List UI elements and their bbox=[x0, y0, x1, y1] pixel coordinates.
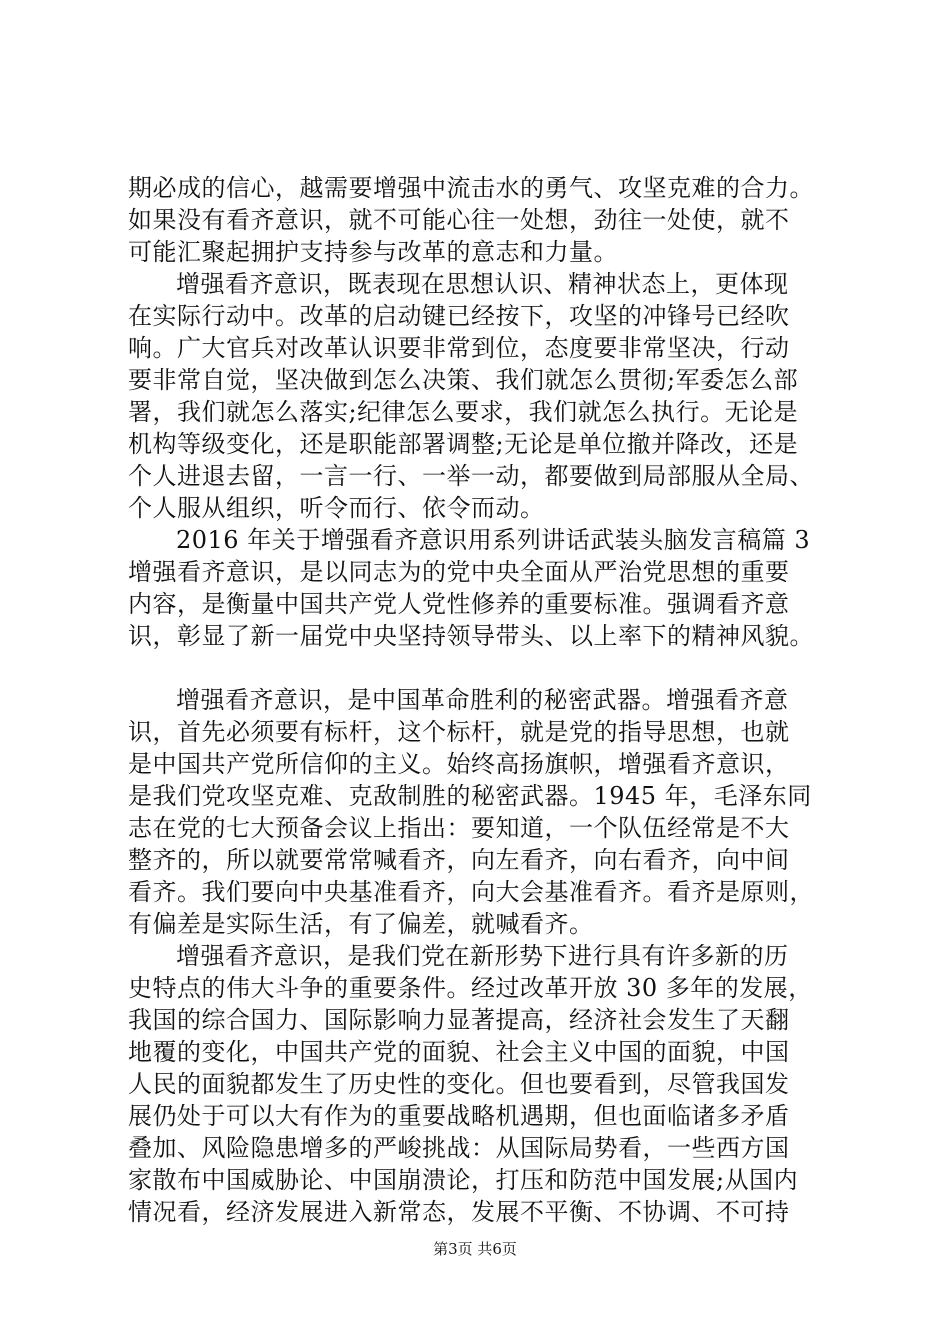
text-line: 可能汇聚起拥护支持参与改革的意志和力量。 bbox=[128, 238, 618, 266]
body-text bbox=[128, 172, 853, 1228]
text-line: 叠加、风险隐患增多的严峻挑战：从国际局势看，一些西方国 bbox=[128, 1134, 790, 1162]
text-line: 2016 年关于增强看齐意识用系列讲话武装头脑发言稿篇 3 bbox=[176, 526, 811, 554]
text-line: 情况看，经济发展进入新常态，发展不平衡、不协调、不可持 bbox=[128, 1198, 790, 1226]
text-line: 整齐的，所以就要常常喊看齐，向左看齐，向右看齐，向中间 bbox=[128, 846, 790, 874]
text-line: 增强看齐意识，是我们党在新形势下进行具有许多新的历 bbox=[176, 942, 789, 970]
text-line: 如果没有看齐意识，就不可能心往一处想，劲往一处使，就不 bbox=[128, 206, 790, 234]
text-line: 增强看齐意识，是以同志为的党中央全面从严治党思想的重要 bbox=[128, 558, 790, 586]
text-line: 是中国共产党所信仰的主义。始终高扬旗帜，增强看齐意识， bbox=[128, 750, 790, 778]
text-line: 在实际行动中。改革的启动键已经按下，攻坚的冲锋号已经吹 bbox=[128, 302, 790, 330]
text-line: 人民的面貌都发生了历史性的变化。但也要看到，尽管我国发 bbox=[128, 1070, 790, 1098]
text-line: 机构等级变化，还是职能部署调整;无论是单位撤并降改，还是 bbox=[128, 430, 799, 458]
text-line: 个人服从组织，听令而行、依令而动。 bbox=[128, 494, 545, 522]
text-line: 要非常自觉，坚决做到怎么决策、我们就怎么贯彻;军委怎么部 bbox=[128, 366, 799, 394]
text-line: 识，彰显了新一届党中央坚持领导带头、以上率下的精神风貌。 bbox=[128, 622, 814, 650]
text-line: 增强看齐意识，既表现在思想认识、精神状态上，更体现 bbox=[176, 270, 789, 298]
text-line: 有偏差是实际生活，有了偏差，就喊看齐。 bbox=[128, 910, 594, 938]
text-line: 增强看齐意识，是中国革命胜利的秘密武器。增强看齐意 bbox=[176, 686, 789, 714]
text-line: 展仍处于可以大有作为的重要战略机遇期，但也面临诸多矛盾 bbox=[128, 1102, 790, 1130]
text-line: 看齐。我们要向中央基准看齐，向大会基准看齐。看齐是原则， bbox=[128, 878, 814, 906]
text-line: 地覆的变化，中国共产党的面貌、社会主义中国的面貌，中国 bbox=[128, 1038, 790, 1066]
text-line: 署，我们就怎么落实;纪律怎么要求，我们就怎么执行。无论是 bbox=[128, 398, 799, 426]
text-line: 家散布中国威胁论、中国崩溃论，打压和防范中国发展;从国内 bbox=[128, 1166, 799, 1194]
text-line: 识，首先必须要有标杆，这个标杆，就是党的指导思想，也就 bbox=[128, 718, 790, 746]
text-line: 内容，是衡量中国共产党人党性修养的重要标准。强调看齐意 bbox=[128, 590, 790, 618]
text-line: 个人进退去留，一言一行、一举一动，都要做到局部服从全局、 bbox=[128, 462, 814, 490]
text-line: 响。广大官兵对改革认识要非常到位，态度要非常坚决，行动 bbox=[128, 334, 790, 362]
text-line: 期必成的信心，越需要增强中流击水的勇气、攻坚克难的合力。 bbox=[128, 174, 814, 202]
text-line bbox=[128, 652, 853, 684]
text-line: 志在党的七大预备会议上指出：要知道，一个队伍经常是不大 bbox=[128, 814, 790, 842]
text-line: 史特点的伟大斗争的重要条件。经过改革开放 30 多年的发展， bbox=[128, 974, 813, 1002]
text-line: 是我们党攻坚克难、克敌制胜的秘密武器。1945 年，毛泽东同 bbox=[128, 782, 812, 810]
page-footer: 第3页 共6页 bbox=[433, 1240, 517, 1258]
text-line: 我国的综合国力、国际影响力显著提高，经济社会发生了天翻 bbox=[128, 1006, 790, 1034]
